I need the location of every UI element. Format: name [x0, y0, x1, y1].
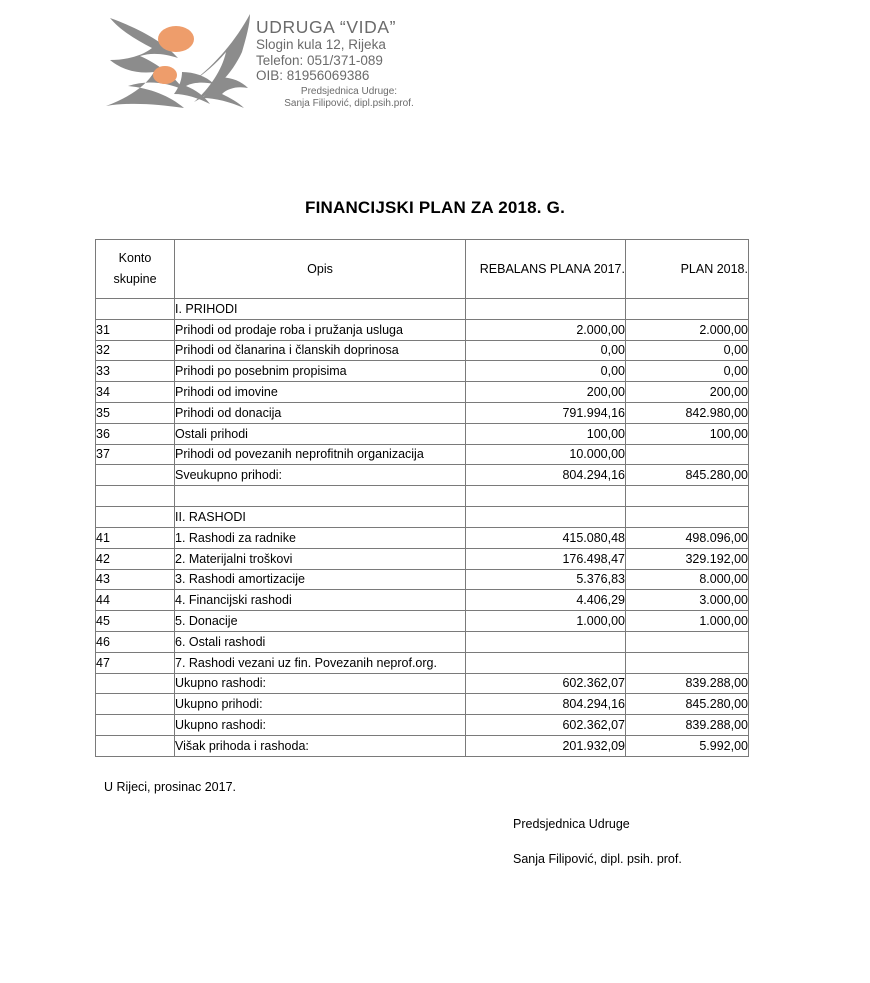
table-row	[96, 382, 749, 403]
column-header-konto	[96, 240, 175, 299]
table-row	[96, 590, 749, 611]
cell-rebalans-2017	[466, 486, 626, 507]
table-row	[96, 631, 749, 652]
letterhead	[104, 12, 434, 112]
cell-plan-2018: 5.992,00	[626, 735, 749, 756]
table-row	[96, 423, 749, 444]
table-row	[96, 340, 749, 361]
cell-rebalans-2017: 415.080,48	[466, 527, 626, 548]
cell-konto: 43	[96, 569, 175, 590]
table-row	[96, 486, 749, 507]
cell-plan-2018: 0,00	[626, 361, 749, 382]
cell-konto: 36	[96, 423, 175, 444]
cell-rebalans-2017	[466, 507, 626, 528]
table-row	[96, 735, 749, 756]
cell-rebalans-2017: 0,00	[466, 361, 626, 382]
cell-rebalans-2017	[466, 652, 626, 673]
cell-konto	[96, 673, 175, 694]
cell-plan-2018: 845.280,00	[626, 694, 749, 715]
cell-konto	[96, 735, 175, 756]
cell-rebalans-2017: 5.376,83	[466, 569, 626, 590]
cell-plan-2018: 842.980,00	[626, 402, 749, 423]
cell-plan-2018	[626, 486, 749, 507]
cell-konto	[96, 465, 175, 486]
column-header-plan-2018: PLAN 2018.	[626, 240, 749, 299]
cell-opis: 6. Ostali rashodi	[175, 631, 466, 652]
vida-bird-logo-icon	[104, 12, 254, 112]
cell-rebalans-2017: 791.994,16	[466, 402, 626, 423]
table-row	[96, 694, 749, 715]
cell-konto	[96, 694, 175, 715]
cell-konto: 34	[96, 382, 175, 403]
cell-opis: Ukupno rashodi:	[175, 673, 466, 694]
table-row	[96, 465, 749, 486]
cell-plan-2018	[626, 507, 749, 528]
column-header-opis: Opis	[175, 240, 466, 299]
cell-opis: Ukupno rashodi:	[175, 715, 466, 736]
cell-rebalans-2017	[466, 299, 626, 320]
column-header-konto-line1: Konto	[118, 251, 152, 265]
cell-plan-2018: 498.096,00	[626, 527, 749, 548]
cell-opis: Višak prihoda i rashoda:	[175, 735, 466, 756]
cell-rebalans-2017	[466, 631, 626, 652]
cell-rebalans-2017: 201.932,09	[466, 735, 626, 756]
cell-konto: 37	[96, 444, 175, 465]
organization-name: UDRUGA “VIDA”	[256, 17, 397, 37]
cell-konto	[96, 715, 175, 736]
cell-rebalans-2017: 602.362,07	[466, 673, 626, 694]
cell-konto: 46	[96, 631, 175, 652]
cell-rebalans-2017: 200,00	[466, 382, 626, 403]
cell-opis: 2. Materijalni troškovi	[175, 548, 466, 569]
table-row	[96, 611, 749, 632]
cell-opis: I. PRIHODI	[175, 299, 466, 320]
cell-plan-2018: 839.288,00	[626, 715, 749, 736]
table-header	[96, 240, 749, 299]
cell-konto: 42	[96, 548, 175, 569]
cell-plan-2018: 2.000,00	[626, 319, 749, 340]
cell-konto: 45	[96, 611, 175, 632]
table-row	[96, 444, 749, 465]
cell-konto: 35	[96, 402, 175, 423]
cell-plan-2018	[626, 444, 749, 465]
cell-konto: 44	[96, 590, 175, 611]
cell-opis: Prihodi od članarina i članskih doprinosa	[175, 340, 466, 361]
cell-konto	[96, 486, 175, 507]
cell-rebalans-2017: 0,00	[466, 340, 626, 361]
cell-plan-2018: 0,00	[626, 340, 749, 361]
cell-plan-2018	[626, 299, 749, 320]
table-row	[96, 715, 749, 736]
organization-info	[256, 18, 436, 111]
cell-rebalans-2017: 176.498,47	[466, 548, 626, 569]
cell-plan-2018: 329.192,00	[626, 548, 749, 569]
cell-konto: 31	[96, 319, 175, 340]
table-row	[96, 319, 749, 340]
cell-rebalans-2017: 804.294,16	[466, 694, 626, 715]
page-title: FINANCIJSKI PLAN ZA 2018. G.	[304, 198, 566, 217]
place-and-date: U Rijeci, prosinac 2017.	[104, 780, 237, 794]
cell-konto: 32	[96, 340, 175, 361]
table-row	[96, 652, 749, 673]
cell-plan-2018: 839.288,00	[626, 673, 749, 694]
cell-plan-2018: 100,00	[626, 423, 749, 444]
cell-rebalans-2017: 1.000,00	[466, 611, 626, 632]
cell-opis: 3. Rashodi amortizacije	[175, 569, 466, 590]
financial-plan-table	[95, 239, 749, 757]
cell-plan-2018: 1.000,00	[626, 611, 749, 632]
table-header-row	[96, 240, 749, 299]
organization-address: Slogin kula 12, Rijeka	[256, 37, 386, 52]
table-row	[96, 548, 749, 569]
cell-opis: II. RASHODI	[175, 507, 466, 528]
cell-konto: 41	[96, 527, 175, 548]
cell-rebalans-2017: 2.000,00	[466, 319, 626, 340]
letterhead-role: Predsjednica Udruge:	[300, 85, 398, 97]
cell-opis: Ukupno prihodi:	[175, 694, 466, 715]
cell-konto	[96, 299, 175, 320]
table-body	[96, 299, 749, 757]
cell-plan-2018	[626, 652, 749, 673]
table-row	[96, 673, 749, 694]
cell-plan-2018: 200,00	[626, 382, 749, 403]
signature-role: Predsjednica Udruge	[513, 817, 630, 831]
cell-plan-2018: 3.000,00	[626, 590, 749, 611]
cell-opis: 4. Financijski rashodi	[175, 590, 466, 611]
cell-plan-2018: 8.000,00	[626, 569, 749, 590]
organization-oib: OIB: 81956069386	[256, 68, 370, 83]
cell-opis: Prihodi od imovine	[175, 382, 466, 403]
cell-opis: Prihodi po posebnim propisima	[175, 361, 466, 382]
cell-rebalans-2017: 602.362,07	[466, 715, 626, 736]
organization-phone: Telefon: 051/371-089	[256, 52, 383, 68]
cell-opis: 1. Rashodi za radnike	[175, 527, 466, 548]
table-row	[96, 527, 749, 548]
table-row	[96, 361, 749, 382]
cell-opis: Prihodi od donacija	[175, 402, 466, 423]
signature-name: Sanja Filipović, dipl. psih. prof.	[513, 852, 682, 866]
cell-opis: Ostali prihodi	[175, 423, 466, 444]
cell-konto	[96, 507, 175, 528]
cell-opis: 7. Rashodi vezani uz fin. Povezanih neprof.org.	[175, 652, 466, 673]
column-header-rebalans-2017: REBALANS PLANA 2017.	[466, 240, 626, 299]
cell-opis: Prihodi od prodaje roba i pružanja usluga	[175, 319, 466, 340]
table-row	[96, 402, 749, 423]
letterhead-name: Sanja Filipović, dipl.psih.prof.	[284, 98, 414, 109]
cell-konto: 47	[96, 652, 175, 673]
cell-rebalans-2017: 100,00	[466, 423, 626, 444]
cell-plan-2018: 845.280,00	[626, 465, 749, 486]
table-row	[96, 299, 749, 320]
cell-opis: Prihodi od povezanih neprofitnih organizacija	[175, 444, 466, 465]
cell-plan-2018	[626, 631, 749, 652]
cell-opis	[175, 486, 466, 507]
table-row	[96, 569, 749, 590]
cell-opis: 5. Donacije	[175, 611, 466, 632]
cell-konto: 33	[96, 361, 175, 382]
table-row	[96, 507, 749, 528]
cell-rebalans-2017: 804.294,16	[466, 465, 626, 486]
cell-opis: Sveukupno prihodi:	[175, 465, 466, 486]
column-header-konto-line2: skupine	[113, 272, 157, 286]
cell-rebalans-2017: 10.000,00	[466, 444, 626, 465]
cell-rebalans-2017: 4.406,29	[466, 590, 626, 611]
